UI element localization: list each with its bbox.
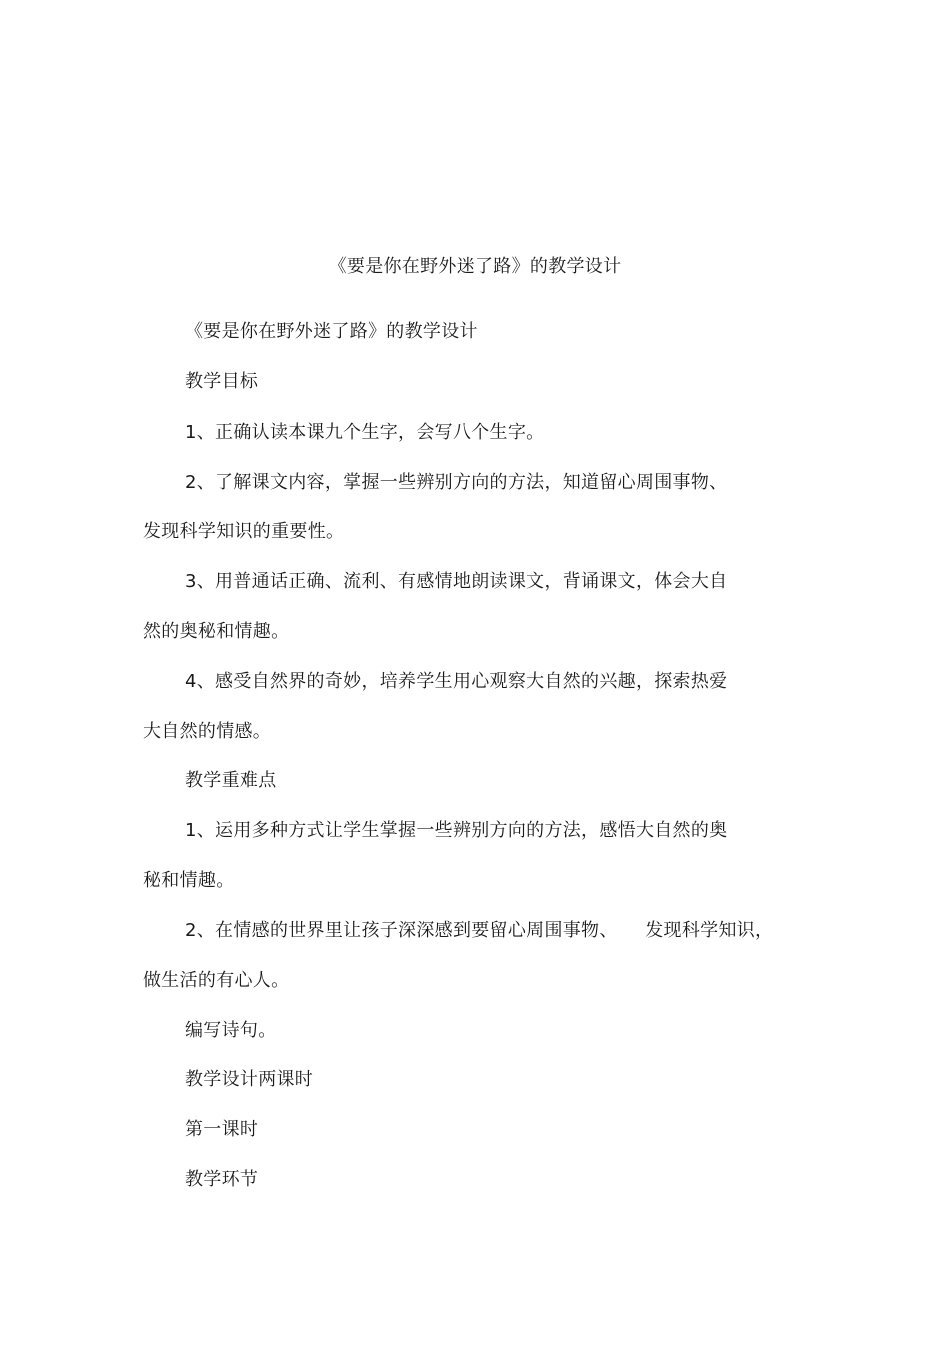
- objective-2-line-1: 2、了解课文内容，掌握一些辨别方向的方法，知道留心周围事物、: [185, 472, 728, 493]
- objective-3-line-2: 然的奥秘和情趣。: [143, 621, 290, 642]
- teaching-steps-heading: 教学环节: [185, 1169, 259, 1190]
- document-title: 《要是你在野外迷了路》的教学设计: [328, 256, 622, 277]
- key-point-2-line-2: 做生活的有心人。: [143, 970, 290, 991]
- section-heading-objectives: 教学目标: [185, 371, 259, 392]
- lesson-count-line: 教学设计两课时: [185, 1069, 314, 1090]
- write-poem-line: 编写诗句。: [185, 1020, 277, 1041]
- objective-2-line-2: 发现科学知识的重要性。: [143, 521, 345, 542]
- key-point-1-line-1: 1、运用多种方式让学生掌握一些辨别方向的方法，感悟大自然的奥: [185, 820, 728, 841]
- objective-3-line-1: 3、用普通话正确、流利、有感情地朗读课文，背诵课文，体会大自: [185, 571, 728, 592]
- objective-4-line-2: 大自然的情感。: [143, 721, 272, 742]
- first-lesson-heading: 第一课时: [185, 1119, 259, 1140]
- subtitle-paragraph: 《要是你在野外迷了路》的教学设计: [185, 321, 478, 342]
- objective-1: 1、正确认读本课九个生字，会写八个生字。: [185, 422, 545, 443]
- key-point-1-line-2: 秘和情趣。: [143, 870, 235, 891]
- key-point-2-line-1: 2、在情感的世界里让孩子深深感到要留心周围事物、 发现科学知识，: [185, 920, 774, 941]
- objective-4-line-1: 4、感受自然界的奇妙，培养学生用心观察大自然的兴趣，探索热爱: [185, 671, 728, 692]
- section-heading-key-points: 教学重难点: [185, 770, 277, 791]
